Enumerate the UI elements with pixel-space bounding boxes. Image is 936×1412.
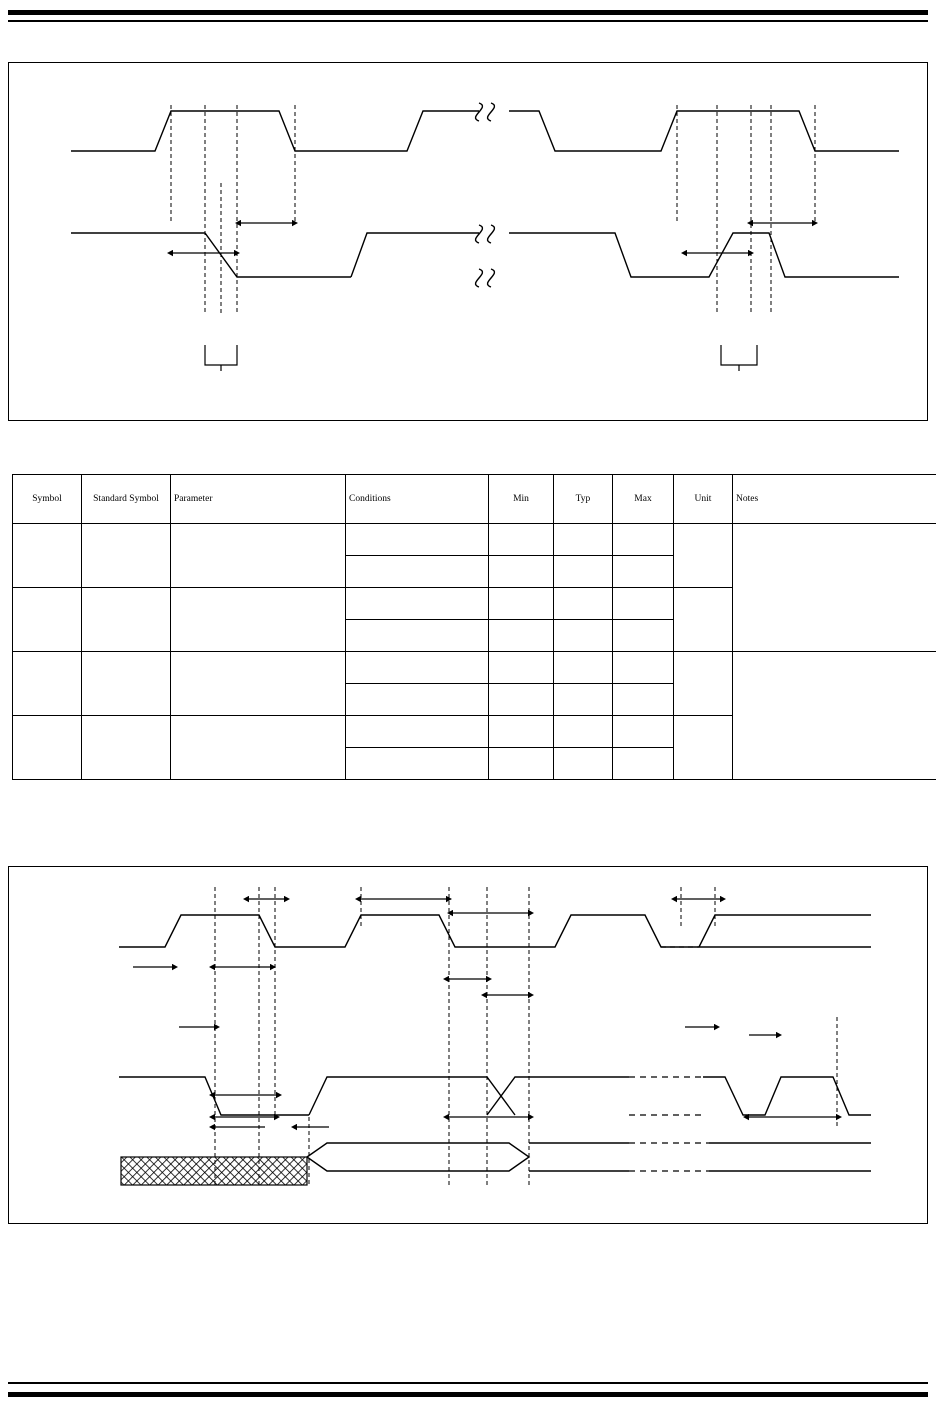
cell-max [613, 556, 674, 588]
cell-condition [346, 748, 489, 780]
col-standard-symbol: Standard Symbol [82, 475, 171, 524]
cell-condition [346, 684, 489, 716]
cell-standard [82, 588, 171, 652]
col-symbol: Symbol [13, 475, 82, 524]
table-row [13, 652, 936, 684]
cell-condition [346, 524, 489, 556]
figure-1-timing-diagram [9, 63, 927, 420]
cell-parameter [171, 652, 346, 716]
cell-symbol [13, 652, 82, 716]
cell-condition [346, 716, 489, 748]
cell-min [489, 588, 554, 620]
cell-min [489, 652, 554, 684]
cell-standard [82, 524, 171, 588]
figure-2-timing-diagram [9, 867, 927, 1223]
cell-condition [346, 652, 489, 684]
cell-unit [674, 588, 733, 652]
footer-rule-thin [8, 1382, 928, 1384]
cell-symbol [13, 588, 82, 652]
cell-unit [674, 716, 733, 780]
cell-min [489, 620, 554, 652]
cell-symbol [13, 524, 82, 588]
cell-max [613, 748, 674, 780]
col-parameter: Parameter [171, 475, 346, 524]
cell-typ [554, 652, 613, 684]
col-unit: Unit [674, 475, 733, 524]
cell-min [489, 684, 554, 716]
cell-max [613, 524, 674, 556]
cell-parameter [171, 524, 346, 588]
cell-min [489, 748, 554, 780]
table-header [13, 475, 936, 524]
col-typ: Typ [554, 475, 613, 524]
col-notes: Notes [733, 475, 936, 524]
cell-standard [82, 716, 171, 780]
cell-symbol [13, 716, 82, 780]
cell-max [613, 652, 674, 684]
cell-max [613, 620, 674, 652]
cell-max [613, 684, 674, 716]
footer-rule-thick [8, 1392, 928, 1397]
timing-characteristics-table [12, 474, 936, 780]
cell-max [613, 716, 674, 748]
table-header-row [13, 475, 936, 524]
header-rule-thick [8, 10, 928, 15]
cell-notes [733, 652, 936, 780]
col-conditions: Conditions [346, 475, 489, 524]
cell-min [489, 716, 554, 748]
cell-notes [733, 524, 936, 652]
cell-typ [554, 620, 613, 652]
cell-unit [674, 524, 733, 588]
cell-typ [554, 716, 613, 748]
cell-max [613, 588, 674, 620]
cell-parameter [171, 588, 346, 652]
figure-2-frame [8, 866, 928, 1224]
table-row [13, 524, 936, 556]
cell-parameter [171, 716, 346, 780]
cell-typ [554, 748, 613, 780]
col-min: Min [489, 475, 554, 524]
cell-typ [554, 684, 613, 716]
cell-standard [82, 652, 171, 716]
cell-min [489, 524, 554, 556]
cell-condition [346, 588, 489, 620]
cell-condition [346, 556, 489, 588]
cell-condition [346, 620, 489, 652]
cell-min [489, 556, 554, 588]
col-max: Max [613, 475, 674, 524]
header-rule-thin [8, 20, 928, 22]
cell-unit [674, 652, 733, 716]
cell-typ [554, 588, 613, 620]
table-body [13, 524, 936, 780]
cell-typ [554, 556, 613, 588]
cell-typ [554, 524, 613, 556]
figure-1-frame [8, 62, 928, 421]
